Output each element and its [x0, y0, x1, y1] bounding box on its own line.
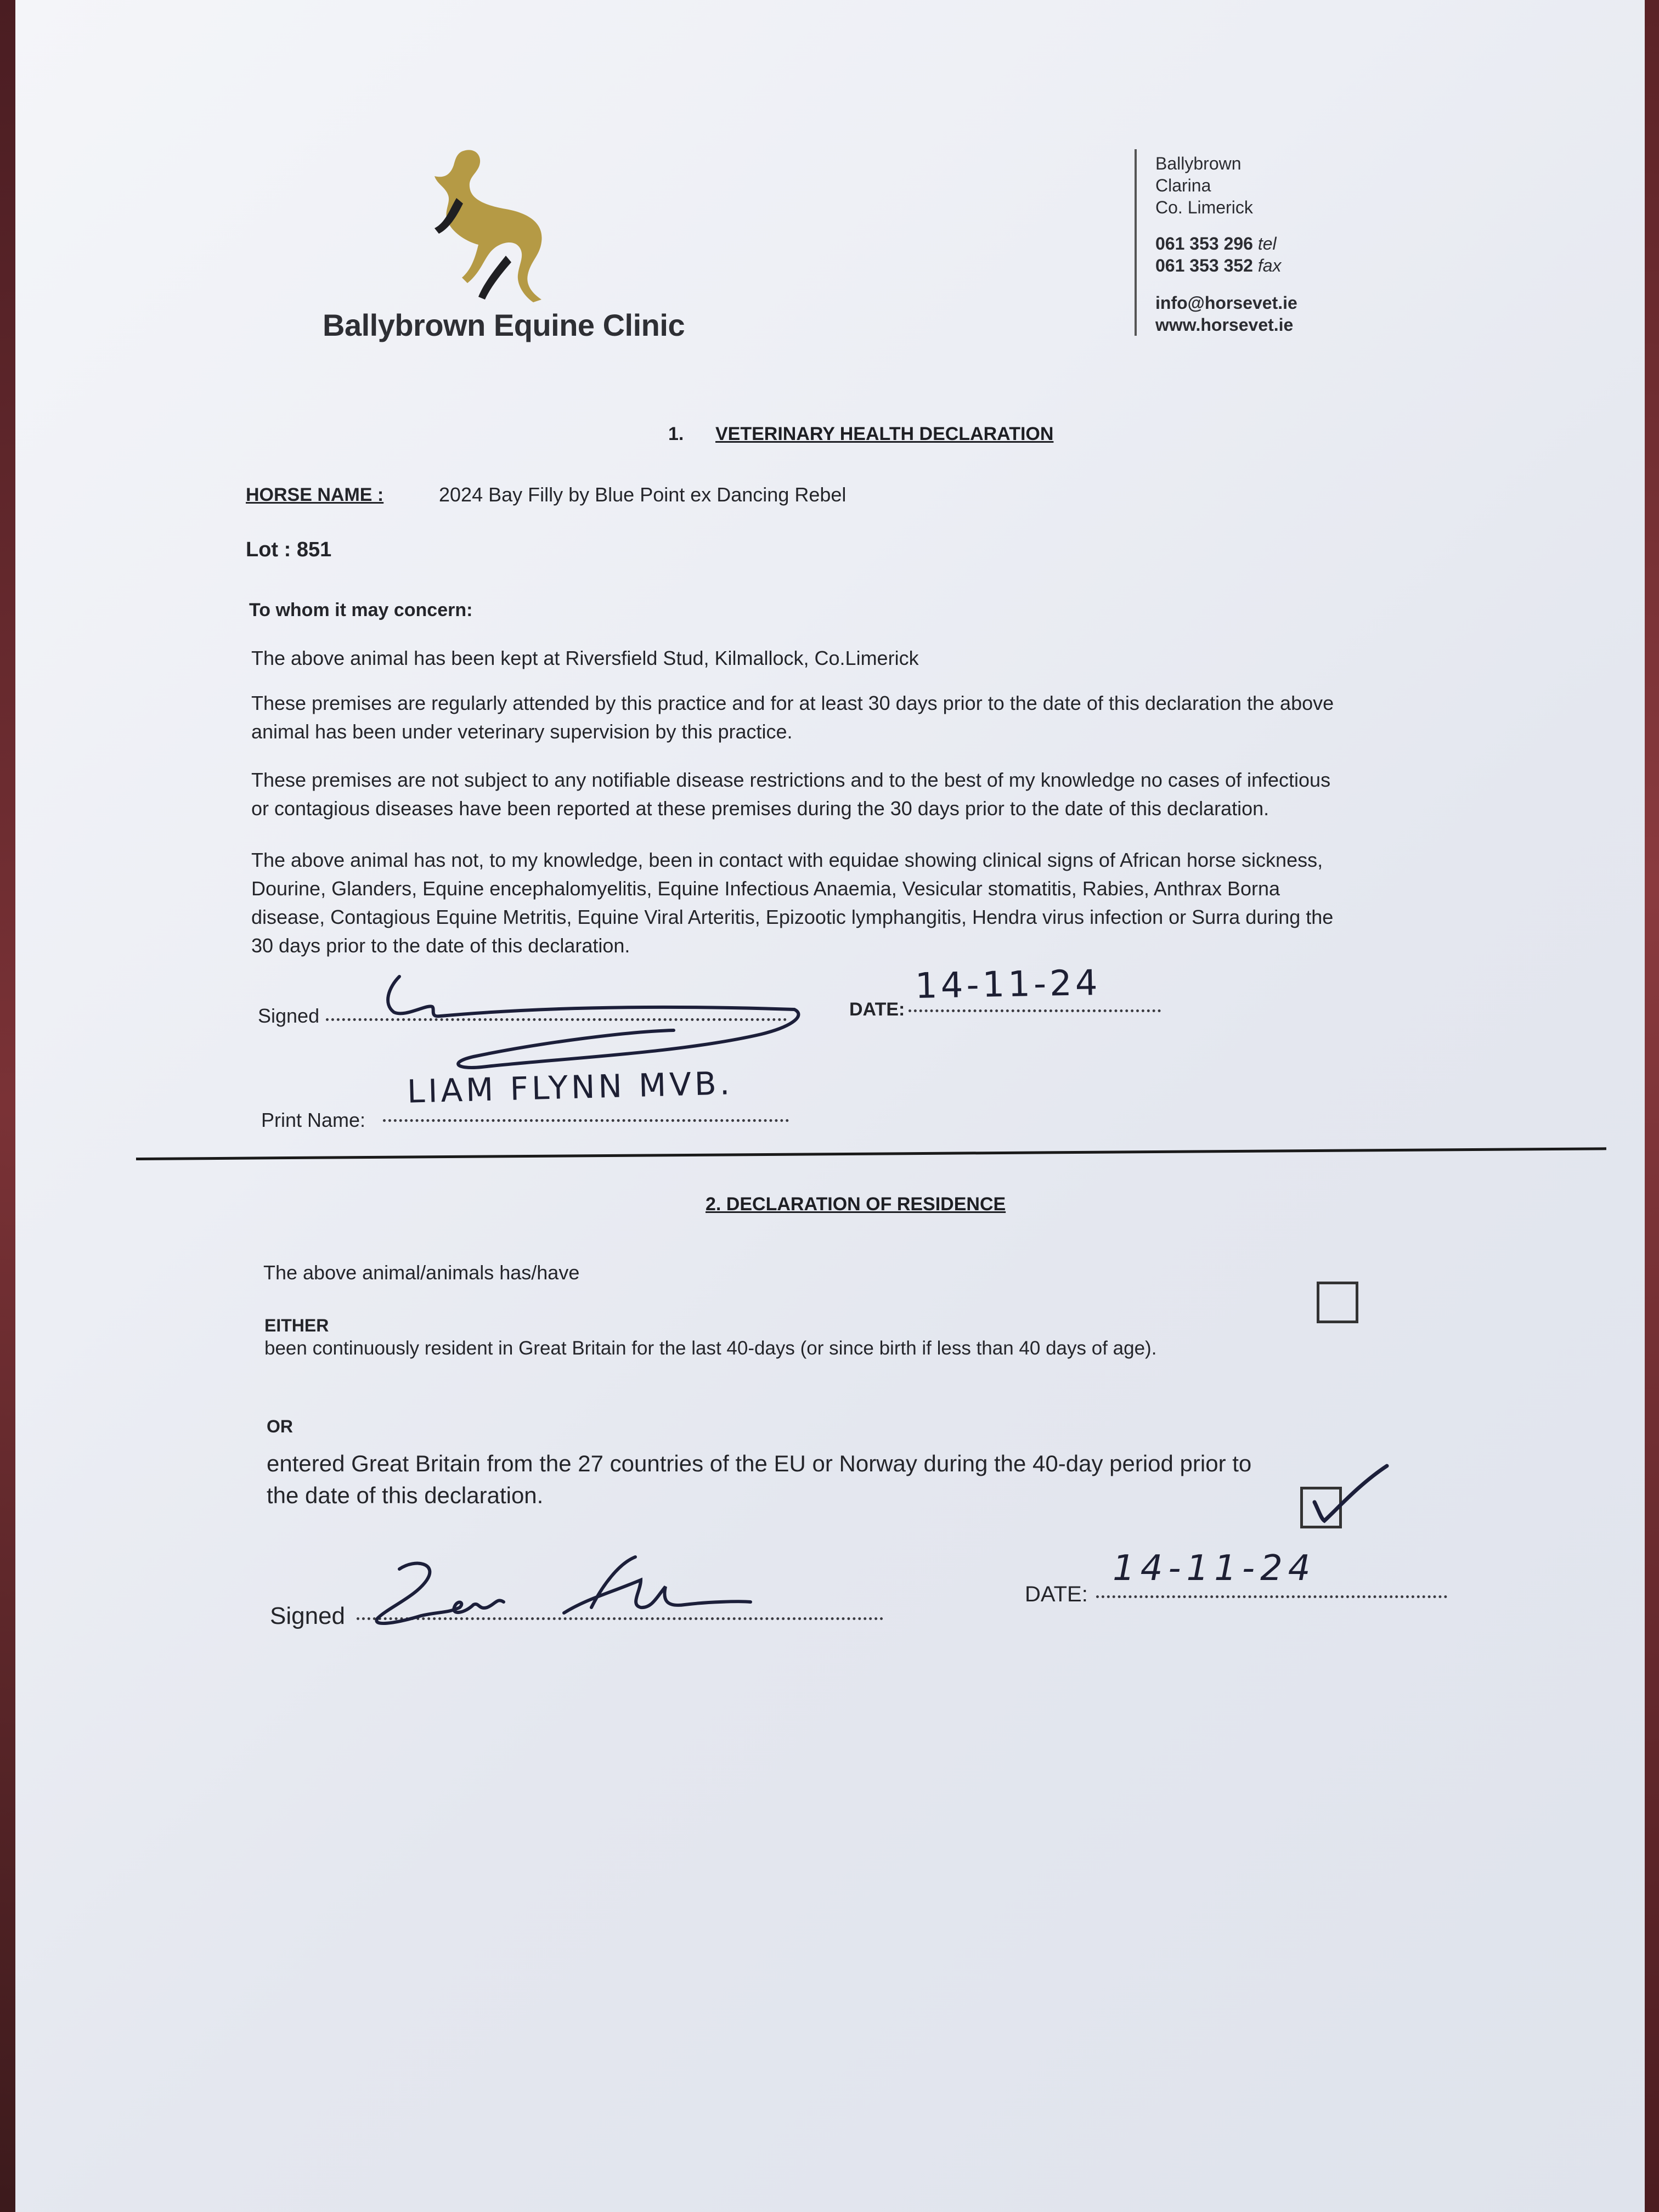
horse-name-label: HORSE NAME : — [246, 484, 384, 505]
lot-number: Lot : 851 — [246, 538, 332, 561]
date-label-2: DATE: — [1025, 1582, 1088, 1606]
section1-number: 1. — [668, 424, 684, 444]
residence-date: 14-11-24 — [1113, 1548, 1316, 1589]
fax-label: fax — [1257, 256, 1282, 275]
clinic-website: www.horsevet.ie — [1155, 315, 1294, 335]
date-label: DATE: — [849, 999, 905, 1020]
signed-label-2: Signed — [270, 1602, 346, 1629]
paragraph-contact-line2: Dourine, Glanders, Equine encephalomyelitis, Equine Infectious Anaemia, Vesicular stomatitis, Rabies, Anthrax Borna — [251, 877, 1280, 900]
background-right — [1643, 0, 1659, 2212]
paragraph-kept-at: The above animal has been kept at Riversfield Stud, Kilmallock, Co.Limerick — [251, 647, 919, 669]
section2-title: 2. DECLARATION OF RESIDENCE — [706, 1194, 1006, 1215]
clinic-address — [1155, 153, 1253, 218]
salutation: To whom it may concern: — [249, 600, 473, 620]
section-divider — [136, 1147, 1606, 1160]
address-line: Clarina — [1155, 176, 1211, 195]
paragraph-contact-line1: The above animal has not, to my knowledge, been in contact with equidae showing clinical signs of African horse sickness, — [251, 849, 1323, 871]
section1-title: VETERINARY HEALTH DECLARATION — [715, 424, 1054, 444]
declaration-date: 14-11-24 — [915, 963, 1102, 1007]
tel-number: 061 353 296 — [1155, 234, 1253, 253]
address-line: Co. Limerick — [1155, 198, 1253, 217]
letterhead-divider — [1135, 149, 1137, 336]
paragraph-premises-line2: or contagious diseases have been reported at these premises during the 30 days prior to the date of this declaration. — [251, 797, 1269, 820]
tel-label: tel — [1257, 234, 1277, 253]
fax-number: 061 353 352 — [1155, 256, 1253, 275]
or-label: OR — [267, 1417, 293, 1436]
paragraph-supervision-line2: animal has been under veterinary supervision by this practice. — [251, 720, 793, 743]
residence-option1: been continuously resident in Great Britain for the last 40-days (or since birth if less than 40 days of age). — [264, 1338, 1157, 1359]
print-name-line — [383, 1119, 789, 1122]
veterinarian-signature — [323, 966, 827, 1075]
residence-intro: The above animal/animals has/have — [263, 1261, 580, 1284]
clinic-phones — [1155, 233, 1282, 276]
option1-checkbox[interactable] — [1317, 1282, 1358, 1323]
paragraph-contact-line3: disease, Contagious Equine Metritis, Equine Viral Arteritis, Epizootic lymphangitis, Hendra virus infection or Surra during the — [251, 906, 1334, 928]
signed-label: Signed — [258, 1005, 320, 1027]
date-line — [909, 1009, 1161, 1012]
document-page — [15, 0, 1645, 2212]
paragraph-contact-line4: 30 days prior to the date of this declaration. — [251, 934, 630, 957]
print-name-label: Print Name: — [261, 1109, 366, 1131]
clinic-contact — [1155, 292, 1297, 336]
vet-printed-name: LIAM FLYNN MVB. — [407, 1064, 733, 1110]
either-label: EITHER — [264, 1316, 329, 1335]
paragraph-supervision-line1: These premises are regularly attended by this practice and for at least 30 days prior to the date of this declaration the above — [251, 692, 1334, 714]
clinic-name: Ballybrown Equine Clinic — [323, 308, 685, 342]
horse-logo-icon — [424, 146, 566, 311]
paragraph-premises-line1: These premises are not subject to any notifiable disease restrictions and to the best of my knowledge no cases of infectious — [251, 769, 1331, 791]
checkmark-icon — [1299, 1459, 1403, 1536]
clinic-email: info@horsevet.ie — [1155, 293, 1297, 313]
owner-signature — [356, 1547, 849, 1646]
address-line: Ballybrown — [1155, 154, 1242, 173]
date-line-2 — [1096, 1595, 1447, 1598]
horse-name-value: 2024 Bay Filly by Blue Point ex Dancing Rebel — [439, 483, 847, 506]
residence-option2-line2: the date of this declaration. — [267, 1482, 544, 1508]
residence-option2-line1: entered Great Britain from the 27 countries of the EU or Norway during the 40-day period prior to — [267, 1451, 1252, 1476]
